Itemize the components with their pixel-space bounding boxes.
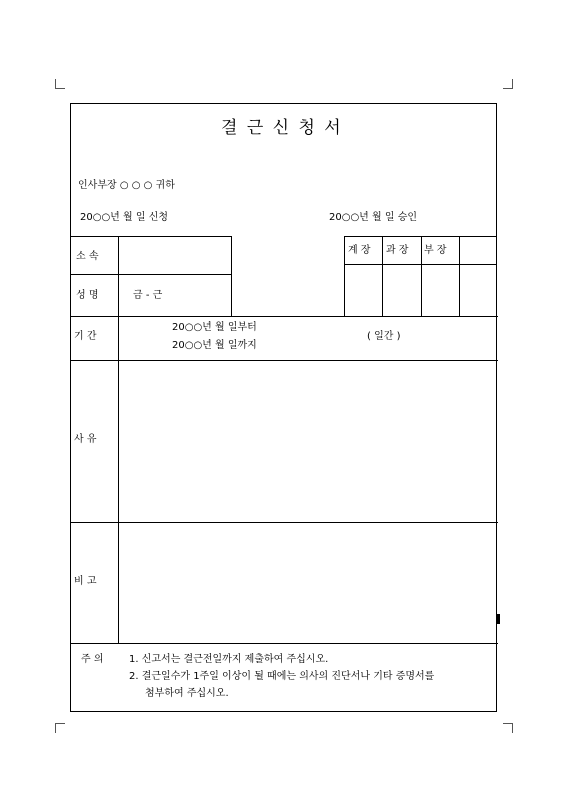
request-date: 20○○년 월 일 신청 — [80, 212, 169, 223]
line — [71, 274, 231, 275]
approver-section-chief: 계 장 — [348, 245, 371, 256]
line — [459, 236, 460, 316]
crop-mark-top-left — [55, 79, 65, 89]
edge-mark — [497, 614, 500, 624]
notes-line-2: 2. 결근일수가 1주일 이상이 될 때에는 의사의 진단서나 기타 증명서를 — [129, 671, 435, 682]
notes-line-3: 첨부하여 주십시오. — [145, 688, 229, 699]
line — [118, 316, 119, 643]
line — [382, 236, 383, 316]
remarks-label: 비 고 — [74, 576, 97, 587]
notes-label: 주 의 — [81, 654, 104, 665]
line — [421, 236, 422, 316]
department-label: 소 속 — [76, 251, 99, 262]
name-label: 성 명 — [76, 290, 99, 301]
line — [231, 236, 232, 316]
approval-date: 20○○년 월 일 승인 — [329, 212, 418, 223]
crop-mark-bottom-right — [503, 723, 513, 733]
period-label: 기 간 — [74, 331, 97, 342]
period-to: 20○○년 월 일까지 — [172, 340, 257, 351]
line — [71, 316, 498, 317]
notes-line-1: 1. 신고서는 결근전일까지 제출하여 주십시오. — [129, 654, 329, 665]
approver-division-chief: 과 장 — [386, 245, 409, 256]
approver-department-head: 부 장 — [424, 245, 447, 256]
form-title: 결 근 신 청 서 — [221, 118, 343, 138]
period-from: 20○○년 월 일부터 — [172, 322, 257, 333]
period-days: ( 일간 ) — [367, 331, 401, 342]
line — [344, 236, 345, 316]
crop-mark-top-right — [503, 79, 513, 89]
crop-mark-bottom-left — [55, 723, 65, 733]
line — [71, 236, 231, 237]
addressee: 인사부장 ○ ○ ○ 귀하 — [78, 180, 175, 191]
absence-request-form — [70, 103, 497, 712]
reason-label: 사 유 — [74, 434, 97, 445]
line — [71, 360, 498, 361]
line — [71, 522, 498, 523]
line — [71, 643, 498, 644]
name-value: 금 - 근 — [133, 290, 163, 301]
line — [118, 236, 119, 316]
